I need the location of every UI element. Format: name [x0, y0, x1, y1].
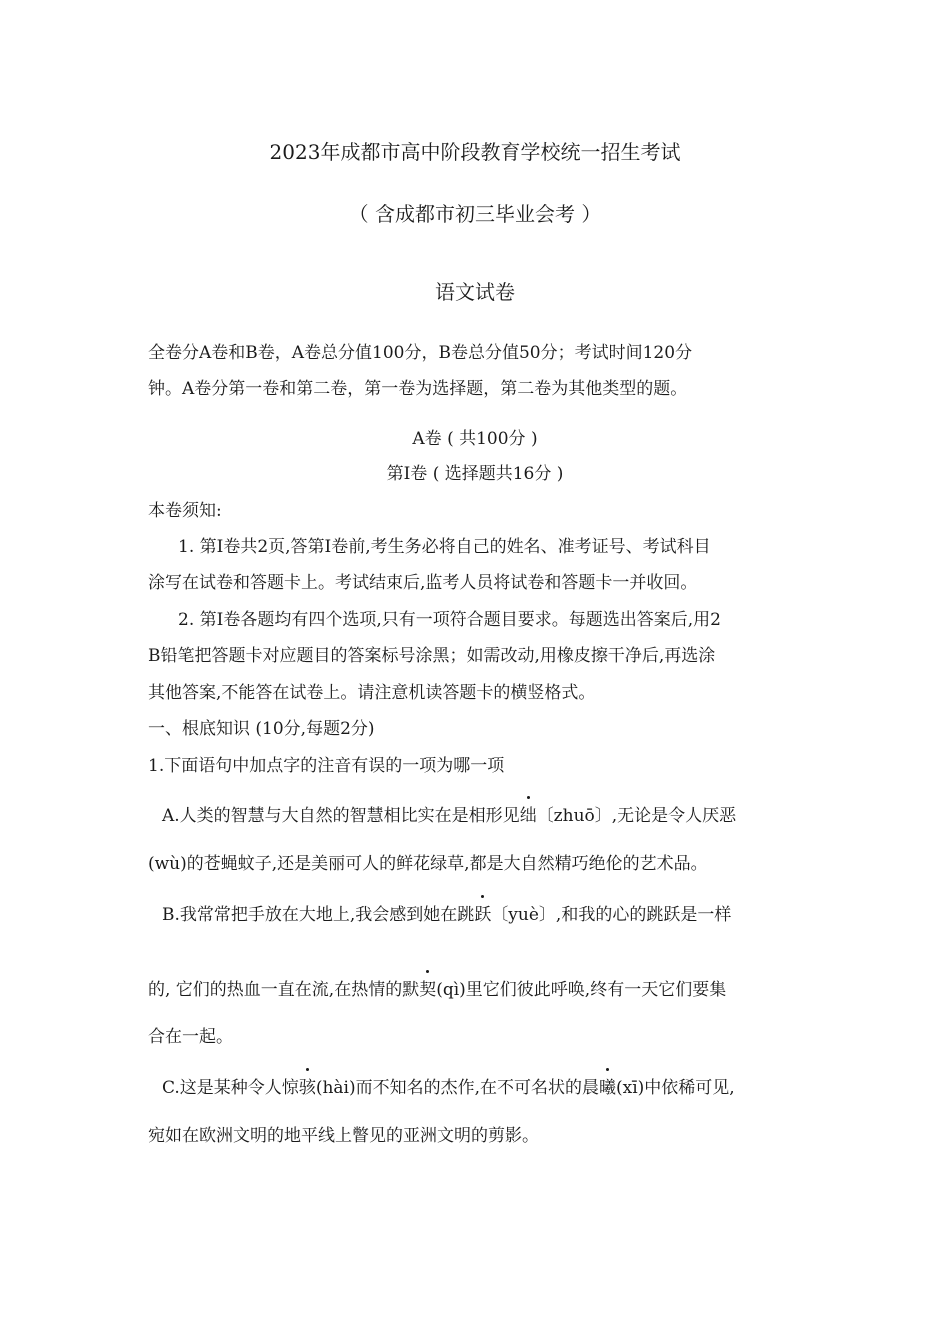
option-b-line-2 — [148, 979, 808, 1001]
notice-item-2-line-3: 其他答案,不能答在试卷上。请注意机读答题卡的横竖格式。 — [148, 683, 596, 703]
option-a-text-pre: A.人类的智慧与大自然的智慧相比实在是相形见 — [162, 806, 520, 826]
intro-line-2: 钟。A卷分第一卷和第二卷，第一卷为选择题，第二卷为其他类型的题。 — [148, 379, 688, 399]
exam-title: 2023年成都市高中阶段教育学校统一招生考试 — [269, 140, 681, 164]
option-c-line-1 — [162, 1077, 822, 1099]
option-b-dotted-char-2: 契 — [419, 980, 437, 1000]
option-c-dotted-char-1: 骇 — [298, 1078, 316, 1098]
option-b-line-2-post: (qì)里它们彼此呼唤,终有一天它们要集 — [436, 980, 727, 1000]
option-b-line-3: 合在一起。 — [148, 1027, 233, 1047]
option-a-line-1 — [162, 805, 822, 827]
notice-item-1-line-1: 1. 第I卷共2页,答第I卷前,考生务必将自己的姓名、准考证号、考试科目 — [178, 537, 711, 557]
notice-item-2-line-1: 2. 第I卷各题均有四个选项,只有一项符合题目要求。每题选出答案后,用2 — [178, 610, 721, 630]
option-b-line-2-pre: 的, 它们的热血一直在流,在热情的默 — [148, 980, 420, 1000]
paper-name: 语文试卷 — [435, 280, 515, 304]
question-1: 1.下面语句中加点字的注音有误的一项为哪一项 — [148, 756, 505, 776]
exam-subtitle: （ 含成都市初三毕业会考 ） — [348, 202, 602, 226]
notice-item-2-line-2: B铅笔把答题卡对应题目的答案标号涂黑；如需改动,用橡皮擦干净后,再选涂 — [148, 646, 716, 666]
part1-heading: 第I卷 ( 选择题共16分 ) — [386, 464, 564, 484]
section-a-heading: A卷 ( 共100分 ) — [412, 429, 538, 449]
option-b-text-post: 〔yuè〕,和我的心的跳跃是一样 — [491, 905, 732, 925]
notice-label: 本卷须知: — [148, 501, 222, 521]
part-one-heading: 一、根底知识 (10分,每题2分) — [148, 719, 375, 739]
option-b-text-pre: B.我常常把手放在大地上,我会感到她在跳 — [162, 905, 475, 925]
option-c-text-post: (xī)中依稀可见, — [616, 1078, 735, 1098]
option-c-text-mid: (hài)而不知名的杰作,在不可名状的晨 — [315, 1078, 600, 1098]
option-b-dotted-char: 跃 — [474, 905, 492, 925]
option-a-dotted-char: 绌 — [519, 806, 537, 826]
option-c-text-pre: C.这是某种令人惊 — [162, 1078, 299, 1098]
notice-item-1-line-2: 涂写在试卷和答题卡上。考试结束后,监考人员将试卷和答题卡一并收回。 — [148, 573, 698, 593]
option-a-line-2: (wù)的苍蝇蚊子,还是美丽可人的鲜花绿草,都是大自然精巧绝伦的艺术品。 — [148, 854, 708, 874]
option-c-line-2: 宛如在欧洲文明的地平线上瞥见的亚洲文明的剪影。 — [148, 1126, 539, 1146]
option-a-text-post: 〔zhuō〕,无论是令人厌恶 — [536, 806, 737, 826]
option-c-dotted-char-2: 曦 — [599, 1078, 617, 1098]
intro-line-1: 全卷分A卷和B卷，A卷总分值100分，B卷总分值50分；考试时间120分 — [148, 343, 693, 363]
option-b-line-1 — [162, 904, 822, 926]
